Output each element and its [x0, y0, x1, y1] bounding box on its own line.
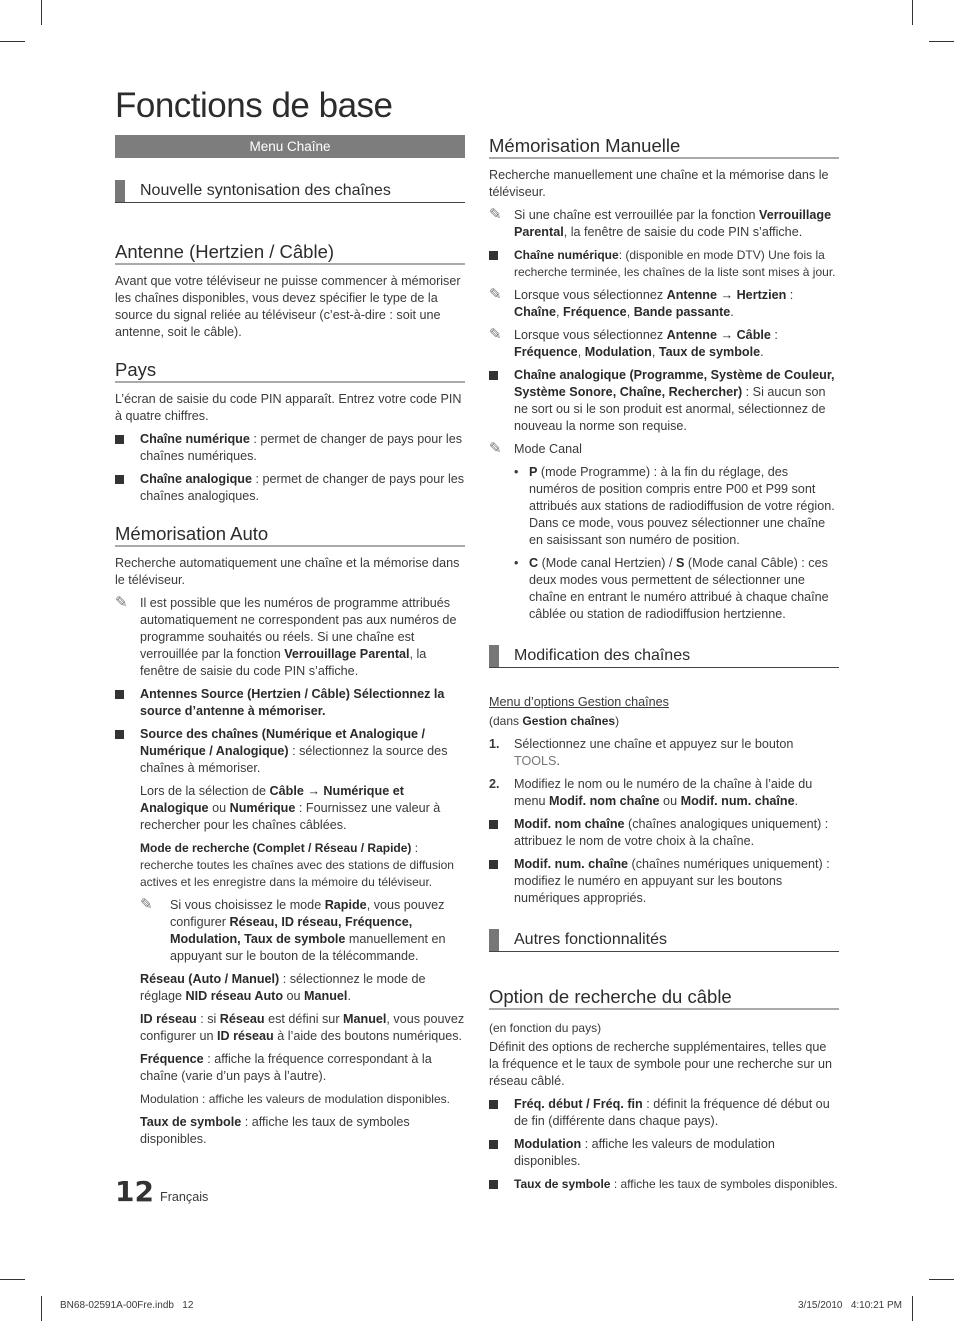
note: ✎ Lorsque vous sélectionnez Antenne → Câble : Fréquence, Modulation, Taux de symbole. — [489, 326, 778, 359]
subhead-nouvelle-syntonisation: Nouvelle syntonisation des chaînes — [115, 182, 465, 203]
subhead-modification-chaines: Modification des chaînes — [489, 647, 839, 668]
square-bullet-icon — [489, 251, 498, 260]
section-title-pays: Pays — [115, 361, 465, 383]
list-item: Modulation : affiche les valeurs de modulation disponibles. — [489, 1136, 839, 1170]
list-item: Antennes Source (Hertzien / Câble) Sélectionnez la source d’antenne à mémoriser. — [115, 686, 465, 720]
auto-text: Recherche automatiquement une chaîne et la mémorise dans le téléviseur. — [115, 556, 460, 587]
section-title-memorisation-manuelle: Mémorisation Manuelle — [489, 137, 839, 159]
pencil-note-icon: ✎ — [489, 326, 502, 343]
indented-paragraph: Réseau (Auto / Manuel) : sélectionnez le mode de réglage NID réseau Auto ou Manuel. — [140, 972, 426, 1003]
list-item: Taux de symbole : affiche les taux de symboles disponibles. — [489, 1176, 839, 1193]
pencil-note-icon: ✎ — [140, 896, 153, 913]
page-title: Fonctions de base — [115, 86, 393, 125]
indented-paragraph: Fréquence : affiche la fréquence correspondant à la chaîne (varie d’un pays à l’autre). — [140, 1052, 432, 1083]
square-bullet-icon — [489, 820, 498, 829]
note: ✎ Si une chaîne est verrouillée par la fonction Verrouillage Parental, la fenêtre de saisie du code PIN s’affiche. — [489, 206, 832, 239]
list-item: Source des chaînes (Numérique et Analogique / Numérique / Analogique) : sélectionnez la source des chaînes à mémoriser. — [115, 726, 465, 777]
manuelle-text: Recherche manuellement une chaîne et la mémorise dans le téléviseur. — [489, 168, 829, 199]
section-title-antenne: Antenne (Hertzien / Câble) — [115, 243, 465, 265]
pencil-note-icon: ✎ — [489, 206, 502, 223]
list-item: • C (Mode canal Hertzien) / S (Mode canal Câble) : ces deux modes vous permettent de sélectionner une chaîne en entrant le numéro attribué à chaque chaîne câblée ou station de radiodiffusion hertzienne. — [514, 556, 829, 621]
indented-paragraph: ID réseau : si Réseau est défini sur Manuel, vous pouvez configurer un ID réseau à l’aide des boutons numériques. — [140, 1012, 465, 1043]
menu-options-link: Menu d’options Gestion chaînes — [489, 695, 669, 709]
pencil-note-icon: ✎ — [489, 286, 502, 303]
list-item: Chaîne analogique : permet de changer de pays pour les chaînes analogiques. — [115, 471, 465, 505]
note: ✎ Mode Canal — [489, 440, 582, 457]
menu-bar: Menu Chaîne — [115, 135, 465, 158]
note: ✎ Il est possible que les numéros de programme attribués automatiquement ne correspondent pas aux numéros de programme souhaités ou réels. Si une chaîne est verrouillée par la fonction Verrouillage Parental, la fenêtre de saisie du code PIN s’affiche. — [115, 594, 457, 678]
page-number: 12 — [115, 1175, 154, 1208]
square-bullet-icon — [489, 1100, 498, 1109]
right-column — [489, 135, 839, 1199]
cable-text: Définit des options de recherche supplémentaires, telles que la fréquence et le taux de symbole pour une recherche sur un réseau câblé. — [489, 1040, 833, 1088]
imprint-file: BN68-02591A-00Fre.indb 12 — [60, 1300, 194, 1311]
crop-mark — [0, 41, 25, 42]
crop-mark — [912, 0, 913, 25]
list-item: Modif. num. chaîne (chaînes numériques uniquement) : modifiez le numéro en appuyant sur les boutons numériques appropriés. — [489, 856, 839, 907]
note: ✎ Si vous choisissez le mode Rapide, vous pouvez configurer Réseau, ID réseau, Fréquence, Modulation, Taux de symbole manuellement en appuyant sur le bouton de la télécommande. — [140, 896, 446, 963]
crop-mark — [912, 1296, 913, 1321]
crop-mark — [0, 1279, 25, 1280]
square-bullet-icon — [489, 1140, 498, 1149]
section-title-memorisation-auto: Mémorisation Auto — [115, 525, 465, 547]
square-bullet-icon — [115, 730, 124, 739]
crop-mark — [929, 41, 954, 42]
left-column — [115, 135, 465, 1154]
numbered-step: 2. Modifiez le nom ou le numéro de la chaîne à l’aide du menu Modif. nom chaîne ou Modif. num. chaîne. — [489, 777, 813, 808]
numbered-step: 1. Sélectionnez une chaîne et appuyez sur le bouton TOOLS. — [489, 737, 794, 768]
square-bullet-icon — [115, 435, 124, 444]
section-title-option-recherche-cable: Option de recherche du câble — [489, 988, 839, 1010]
antenne-text: Avant que votre téléviseur ne puisse commencer à mémoriser les chaînes disponibles, vous devez spécifier le type de la source du signal reliée au téléviseur (c’est-à-dire : soit une antenne, soit le câble). — [115, 274, 461, 339]
language-label: Français — [160, 1190, 209, 1204]
indented-paragraph: Lors de la sélection de Câble → Numérique et Analogique ou Numérique : Fournissez une valeur à rechercher pour les chaînes câblées. — [140, 784, 441, 832]
context-text: (dans Gestion chaînes) — [489, 714, 620, 728]
indented-paragraph: Modulation : affiche les valeurs de modulation disponibles. — [140, 1092, 450, 1106]
indented-paragraph: Mode de recherche (Complet / Réseau / Rapide) : recherche toutes les chaînes avec des stations de diffusion actives et les enregistre dans la mémoire du téléviseur. — [140, 841, 454, 889]
imprint-date: 3/15/2010 4:10:21 PM — [798, 1300, 902, 1311]
pencil-note-icon: ✎ — [489, 440, 502, 457]
indented-paragraph: Taux de symbole : affiche les taux de symboles disponibles. — [140, 1115, 410, 1146]
square-bullet-icon — [115, 690, 124, 699]
pays-text: L’écran de saisie du code PIN apparaît. Entrez votre code PIN à quatre chiffres. — [115, 392, 462, 423]
square-bullet-icon — [115, 475, 124, 484]
list-item: Chaîne analogique (Programme, Système de Couleur, Système Sonore, Chaîne, Rechercher) : Si aucun son ne sort ou si le son produit est anormal, sélectionnez de nouveau la norme son requise. — [489, 367, 839, 435]
list-item: • P (mode Programme) : à la fin du réglage, des numéros de position compris entre P00 et P99 sont attribués aux stations de radiodiffusion de votre région. Dans ce mode, vous pouvez sélectionner une chaîne en saisissant son numéro de position. — [514, 465, 835, 547]
dot-bullet-icon: • — [514, 465, 519, 479]
subhead-autres-fonctionnalites: Autres fonctionnalités — [489, 931, 839, 952]
list-item: Chaîne numérique: (disponible en mode DTV) Une fois la recherche terminée, les chaînes de la liste sont mises à jour. — [489, 247, 839, 281]
square-bullet-icon — [489, 1180, 498, 1189]
note: ✎ Lorsque vous sélectionnez Antenne → Hertzien : Chaîne, Fréquence, Bande passante. — [489, 286, 794, 319]
list-item: Fréq. début / Fréq. fin : définit la fréquence dé début ou de fin (différente dans chaque pays). — [489, 1096, 839, 1130]
list-item: Modif. nom chaîne (chaînes analogiques uniquement) : attribuez le nom de votre choix à la chaîne. — [489, 816, 839, 850]
crop-mark — [929, 1279, 954, 1280]
square-bullet-icon — [489, 860, 498, 869]
list-item: Chaîne numérique : permet de changer de pays pour les chaînes numériques. — [115, 431, 465, 465]
square-bullet-icon — [489, 371, 498, 380]
crop-mark — [41, 0, 42, 25]
dot-bullet-icon: • — [514, 556, 519, 570]
cable-context: (en fonction du pays) — [489, 1021, 602, 1035]
pencil-note-icon: ✎ — [115, 594, 128, 611]
crop-mark — [41, 1296, 42, 1321]
